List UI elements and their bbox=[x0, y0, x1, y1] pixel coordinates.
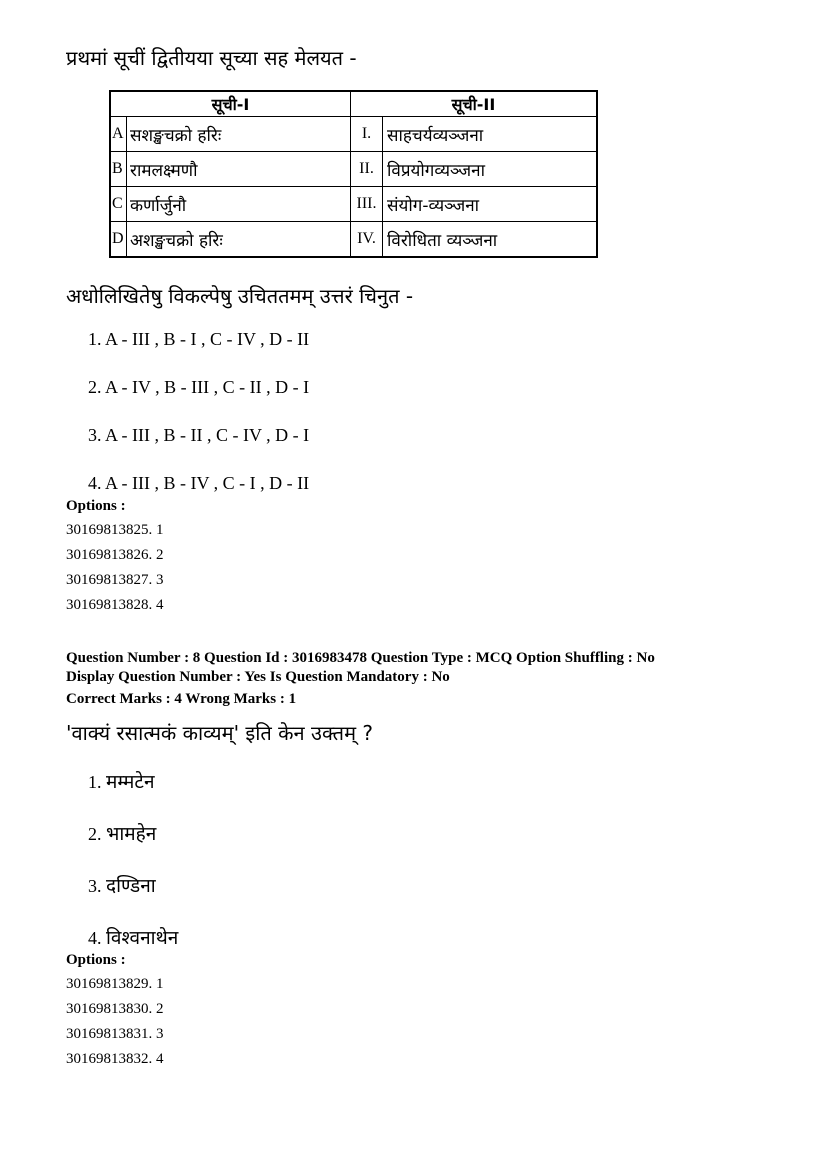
option-id: 30169813827. 3 bbox=[66, 572, 164, 588]
list-2-header: सूची-II bbox=[351, 91, 598, 117]
list-2-item: संयोग-व्यञ्जना bbox=[383, 187, 598, 222]
choice-2 bbox=[88, 820, 156, 846]
table-row bbox=[110, 187, 597, 222]
choice-4 bbox=[88, 924, 178, 950]
instruction-text: अधोलिखितेषु विकल्पेषु उचिततमम् उत्तरं चिनुत - bbox=[66, 284, 414, 308]
list-1-header: सूची-I bbox=[110, 91, 351, 117]
list-1-item: रामलक्ष्मणौ bbox=[127, 152, 351, 187]
option-id: 30169813825. 1 bbox=[66, 522, 164, 538]
list-1-item: कर्णार्जुनौ bbox=[127, 187, 351, 222]
choice-4: 4. A - III , B - IV , C - I , D - II bbox=[88, 473, 310, 493]
list-2-item: साहचर्यव्यञ्जना bbox=[383, 117, 598, 152]
choice-number: 1. bbox=[88, 772, 102, 792]
row-letter: B bbox=[110, 152, 127, 187]
choice-number: 2. bbox=[88, 824, 102, 844]
question-meta-line: Display Question Number : Yes Is Question Mandatory : No bbox=[66, 669, 450, 685]
choice-number: 4. bbox=[88, 928, 102, 948]
choice-text: दण्डिना bbox=[106, 875, 156, 897]
list-1-item: अशङ्खचक्रो हरिः bbox=[127, 222, 351, 258]
row-letter: A bbox=[110, 117, 127, 152]
option-id: 30169813829. 1 bbox=[66, 976, 164, 992]
options-label: Options : bbox=[66, 952, 126, 968]
list-2-item: विरोधिता व्यञ्जना bbox=[383, 222, 598, 258]
question-prompt: 'वाक्यं रसात्मकं काव्यम्' इति केन उक्तम् ? bbox=[66, 721, 374, 745]
option-id: 30169813830. 2 bbox=[66, 1001, 164, 1017]
row-numeral: IV. bbox=[351, 222, 383, 258]
choice-number: 3. bbox=[88, 876, 102, 896]
row-numeral: III. bbox=[351, 187, 383, 222]
matching-table bbox=[109, 90, 598, 258]
option-id: 30169813828. 4 bbox=[66, 597, 164, 613]
choice-3: 3. A - III , B - II , C - IV , D - I bbox=[88, 425, 310, 445]
option-id: 30169813831. 3 bbox=[66, 1026, 164, 1042]
list-1-item: सशङ्खचक्रो हरिः bbox=[127, 117, 351, 152]
row-letter: D bbox=[110, 222, 127, 258]
option-id: 30169813826. 2 bbox=[66, 547, 164, 563]
row-letter: C bbox=[110, 187, 127, 222]
options-label: Options : bbox=[66, 498, 126, 514]
choice-2: 2. A - IV , B - III , C - II , D - I bbox=[88, 377, 310, 397]
list-2-item: विप्रयोगव्यञ्जना bbox=[383, 152, 598, 187]
table-row bbox=[110, 222, 597, 258]
option-id: 30169813832. 4 bbox=[66, 1051, 164, 1067]
question-meta-line: Correct Marks : 4 Wrong Marks : 1 bbox=[66, 691, 297, 707]
table-row bbox=[110, 117, 597, 152]
choice-3 bbox=[88, 872, 156, 898]
row-numeral: I. bbox=[351, 117, 383, 152]
choice-text: भामहेन bbox=[106, 823, 157, 845]
choice-1 bbox=[88, 768, 155, 794]
row-numeral: II. bbox=[351, 152, 383, 187]
table-row bbox=[110, 152, 597, 187]
choice-text: विश्वनाथेन bbox=[106, 927, 179, 949]
choice-text: मम्मटेन bbox=[106, 771, 155, 793]
question-meta-line: Question Number : 8 Question Id : 3016983478 Question Type : MCQ Option Shuffling : No bbox=[66, 650, 655, 666]
choice-1: 1. A - III , B - I , C - IV , D - II bbox=[88, 329, 310, 349]
question-prompt: प्रथमां सूचीं द्वितीयया सूच्या सह मेलयत - bbox=[66, 46, 357, 70]
